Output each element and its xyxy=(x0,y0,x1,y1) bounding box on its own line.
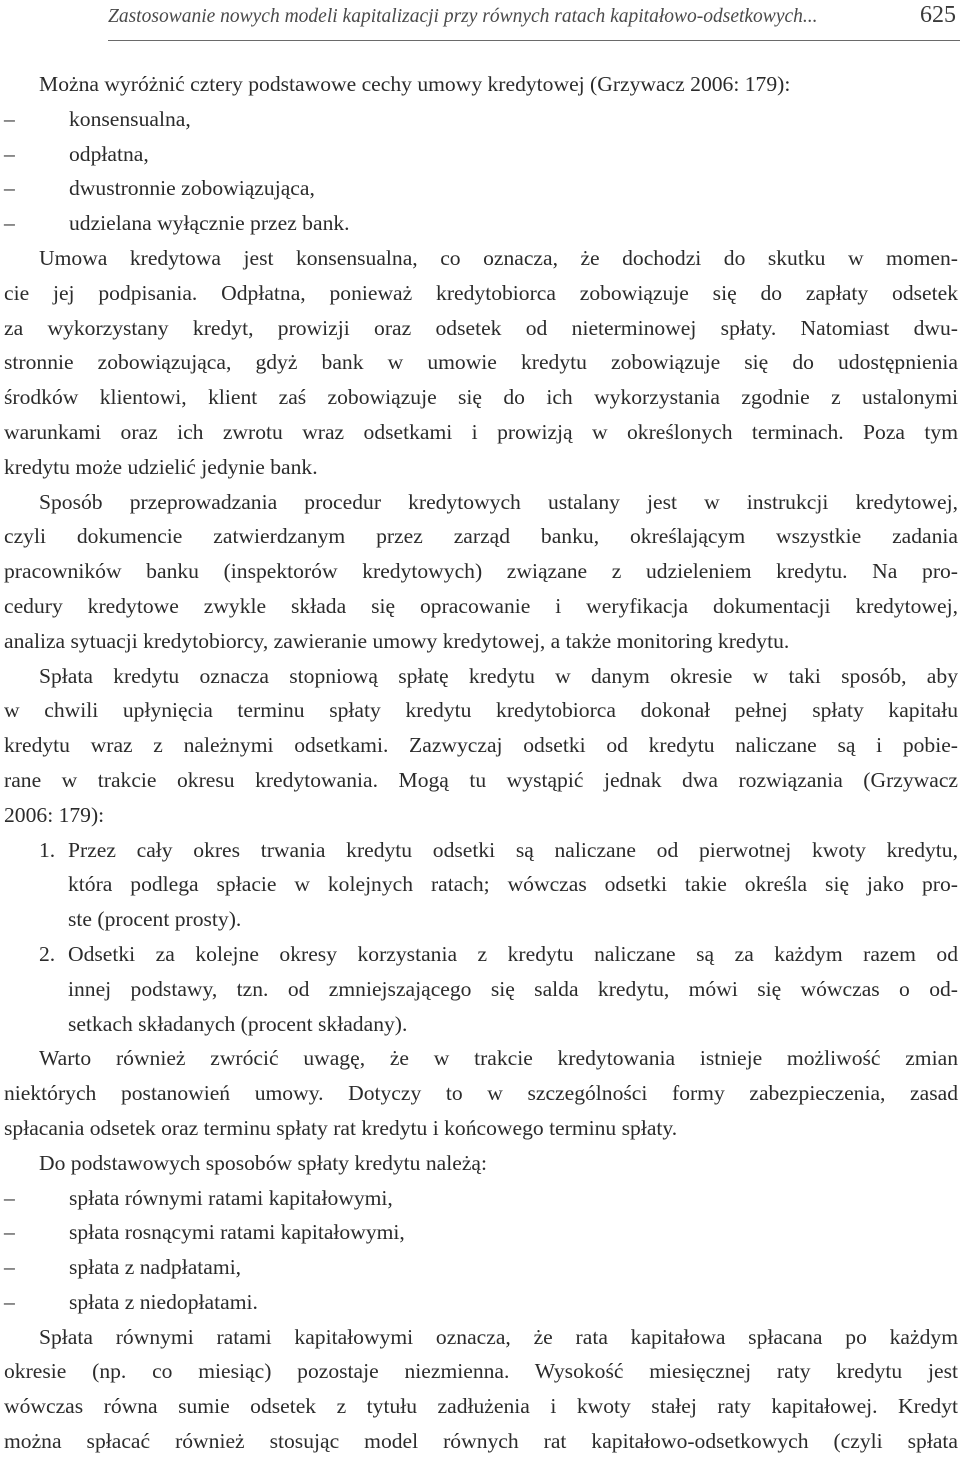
bullet-dash: – xyxy=(4,1220,15,1245)
line-text: czyli dokumencie zatwierdzanym przez zarząd banku, określającym wszystkie zadania xyxy=(4,524,958,549)
line-text: spłata rosnącymi ratami kapitałowymi, xyxy=(69,1220,405,1245)
bullet-item xyxy=(4,1250,958,1285)
line-text: Do podstawowych sposobów spłaty kredytu należą: xyxy=(39,1150,487,1175)
text-line xyxy=(4,276,958,311)
line-text: spłacania odsetek oraz terminu spłaty rat kredytu i końcowego terminu spłaty. xyxy=(4,1115,678,1140)
line-text: w chwili upłynięcia terminu spłaty kredytu kredytobiorca dokonał pełnej spłaty kapitału xyxy=(4,698,958,723)
line-text: wówczas równa sumie odsetek z tytułu zadłużenia i kwoty stałej raty kapitałowej. Kredyt xyxy=(4,1394,958,1419)
line-text: udzielana wyłącznie przez bank. xyxy=(69,211,350,236)
bullet-dash: – xyxy=(4,176,15,201)
header-rule xyxy=(108,40,960,41)
line-text: spłata z nadpłatami, xyxy=(69,1255,242,1280)
text-line xyxy=(4,1007,958,1042)
line-text: Umowa kredytowa jest konsensualna, co oznacza, że dochodzi do skutku w momen- xyxy=(39,245,958,270)
text-line xyxy=(4,902,958,937)
text-line xyxy=(4,67,958,102)
text-line xyxy=(4,554,958,589)
text-line xyxy=(4,763,958,798)
running-header xyxy=(0,0,960,44)
text-line xyxy=(4,1146,958,1181)
bullet-dash: – xyxy=(4,211,15,236)
text-line xyxy=(4,380,958,415)
line-text: spłata z niedopłatami. xyxy=(69,1289,258,1314)
text-line xyxy=(4,1111,958,1146)
text-line xyxy=(4,624,958,659)
item-number: 2. xyxy=(39,941,56,966)
text-line xyxy=(4,1041,958,1076)
bullet-dash: – xyxy=(4,1185,15,1210)
line-text: okresie (np. co miesiąc) pozostaje niezmienna. Wysokość miesięcznej raty kredytu jest xyxy=(4,1359,958,1384)
bullet-item xyxy=(4,102,958,137)
text-line xyxy=(4,1424,958,1459)
text-line xyxy=(4,311,958,346)
text-line xyxy=(4,589,958,624)
numbered-item xyxy=(4,937,958,972)
line-text: kredytu wraz z należnymi odsetkami. Zazwyczaj odsetki od kredytu naliczane są i pobie- xyxy=(4,733,958,758)
text-line xyxy=(4,1076,958,1111)
bullet-dash: – xyxy=(4,141,15,166)
bullet-item xyxy=(4,171,958,206)
line-text: 2006: 179): xyxy=(4,802,105,827)
text-line xyxy=(4,450,958,485)
text-line xyxy=(4,345,958,380)
line-text: spłata równymi ratami kapitałowymi, xyxy=(69,1185,393,1210)
line-text: cedury kredytowe zwykle składa się opracowanie i weryfikacja dokumentacji kredytowej, xyxy=(4,593,958,618)
line-text: Przez cały okres trwania kredytu odsetki są naliczane od pierwotnej kwoty kredytu, xyxy=(68,837,958,862)
text-line xyxy=(4,728,958,763)
line-text: analiza sytuacji kredytobiorcy, zawieranie umowy kredytowej, a także monitoring kredytu. xyxy=(4,628,790,653)
text-line xyxy=(4,1320,958,1355)
line-text: warunkami oraz ich zwrotu wraz odsetkami i prowizją w określonych terminach. Poza tym xyxy=(4,419,958,444)
line-text: kredytu może udzielić jedynie bank. xyxy=(4,454,318,479)
running-title: Zastosowanie nowych modeli kapitalizacji przy równych ratach kapitałowo-odsetkowych... xyxy=(108,6,818,27)
numbered-item xyxy=(4,833,958,868)
text-line xyxy=(4,1354,958,1389)
line-text: rane w trakcie okresu kredytowania. Mogą tu wystąpić jednak dwa rozwiązania (Grzywacz xyxy=(4,767,958,792)
page-number: 625 xyxy=(920,2,956,28)
bullet-dash: – xyxy=(4,1255,15,1280)
bullet-item xyxy=(4,137,958,172)
bullet-item xyxy=(4,206,958,241)
line-text: stronnie zobowiązująca, gdyż bank w umowie kredytu zobowiązuje się do udostępnienia xyxy=(4,350,958,375)
line-text: niektórych postanowień umowy. Dotyczy to w szczególności formy zabezpieczenia, zasad xyxy=(4,1081,958,1106)
line-text: Sposób przeprowadzania procedur kredytowych ustalany jest w instrukcji kredytowej, xyxy=(39,489,958,514)
line-text: za wykorzystany kredyt, prowizji oraz odsetek od nieterminowej spłaty. Natomiast dwu- xyxy=(4,315,958,340)
line-text: środków klientowi, klient zaś zobowiązuje się do ich wykorzystania zgodnie z ustalonymi xyxy=(4,385,958,410)
line-text: cie jej podpisania. Odpłatna, ponieważ kredytobiorca zobowiązuje się do zapłaty odsetek xyxy=(4,280,958,305)
text-line xyxy=(4,241,958,276)
line-text: Spłata kredytu oznacza stopniową spłatę kredytu w danym okresie w taki sposób, aby xyxy=(39,663,958,688)
text-line xyxy=(4,415,958,450)
text-line xyxy=(4,519,958,554)
line-text: innej podstawy, tzn. od zmniejszającego się salda kredytu, mówi się wówczas o od- xyxy=(68,976,958,1001)
item-number: 1. xyxy=(39,837,56,862)
text-line xyxy=(4,1389,958,1424)
text-line xyxy=(4,798,958,833)
bullet-item xyxy=(4,1215,958,1250)
text-line xyxy=(4,972,958,1007)
line-text: która podlega spłacie w kolejnych ratach; wówczas odsetki takie określa się jako pro- xyxy=(68,872,958,897)
bullet-dash: – xyxy=(4,1289,15,1314)
line-text: Warto również zwrócić uwagę, że w trakcie kredytowania istnieje możliwość zmian xyxy=(39,1046,958,1071)
bullet-item xyxy=(4,1181,958,1216)
line-text: konsensualna, xyxy=(69,106,191,131)
text-line xyxy=(4,485,958,520)
bullet-dash: – xyxy=(4,106,15,131)
line-text: można spłacać również stosując model równych rat kapitałowo-odsetkowych (czyli spłata xyxy=(4,1429,958,1454)
body-text xyxy=(4,67,958,1459)
line-text: odpłatna, xyxy=(69,141,149,166)
line-text: Odsetki za kolejne okresy korzystania z kredytu naliczane są za każdym razem od xyxy=(68,941,958,966)
line-text: pracowników banku (inspektorów kredytowych) związane z udzieleniem kredytu. Na pro- xyxy=(4,559,958,584)
line-text: ste (procent prosty). xyxy=(68,907,242,932)
line-text: Można wyróżnić cztery podstawowe cechy umowy kredytowej (Grzywacz 2006: 179): xyxy=(39,72,791,96)
text-line xyxy=(4,693,958,728)
bullet-item xyxy=(4,1285,958,1320)
text-line xyxy=(4,659,958,694)
line-text: Spłata równymi ratami kapitałowymi oznacza, że rata kapitałowa spłacana po każdym xyxy=(39,1324,958,1349)
text-line xyxy=(4,867,958,902)
line-text: setkach składanych (procent składany). xyxy=(68,1011,408,1036)
line-text: dwustronnie zobowiązująca, xyxy=(69,176,315,201)
